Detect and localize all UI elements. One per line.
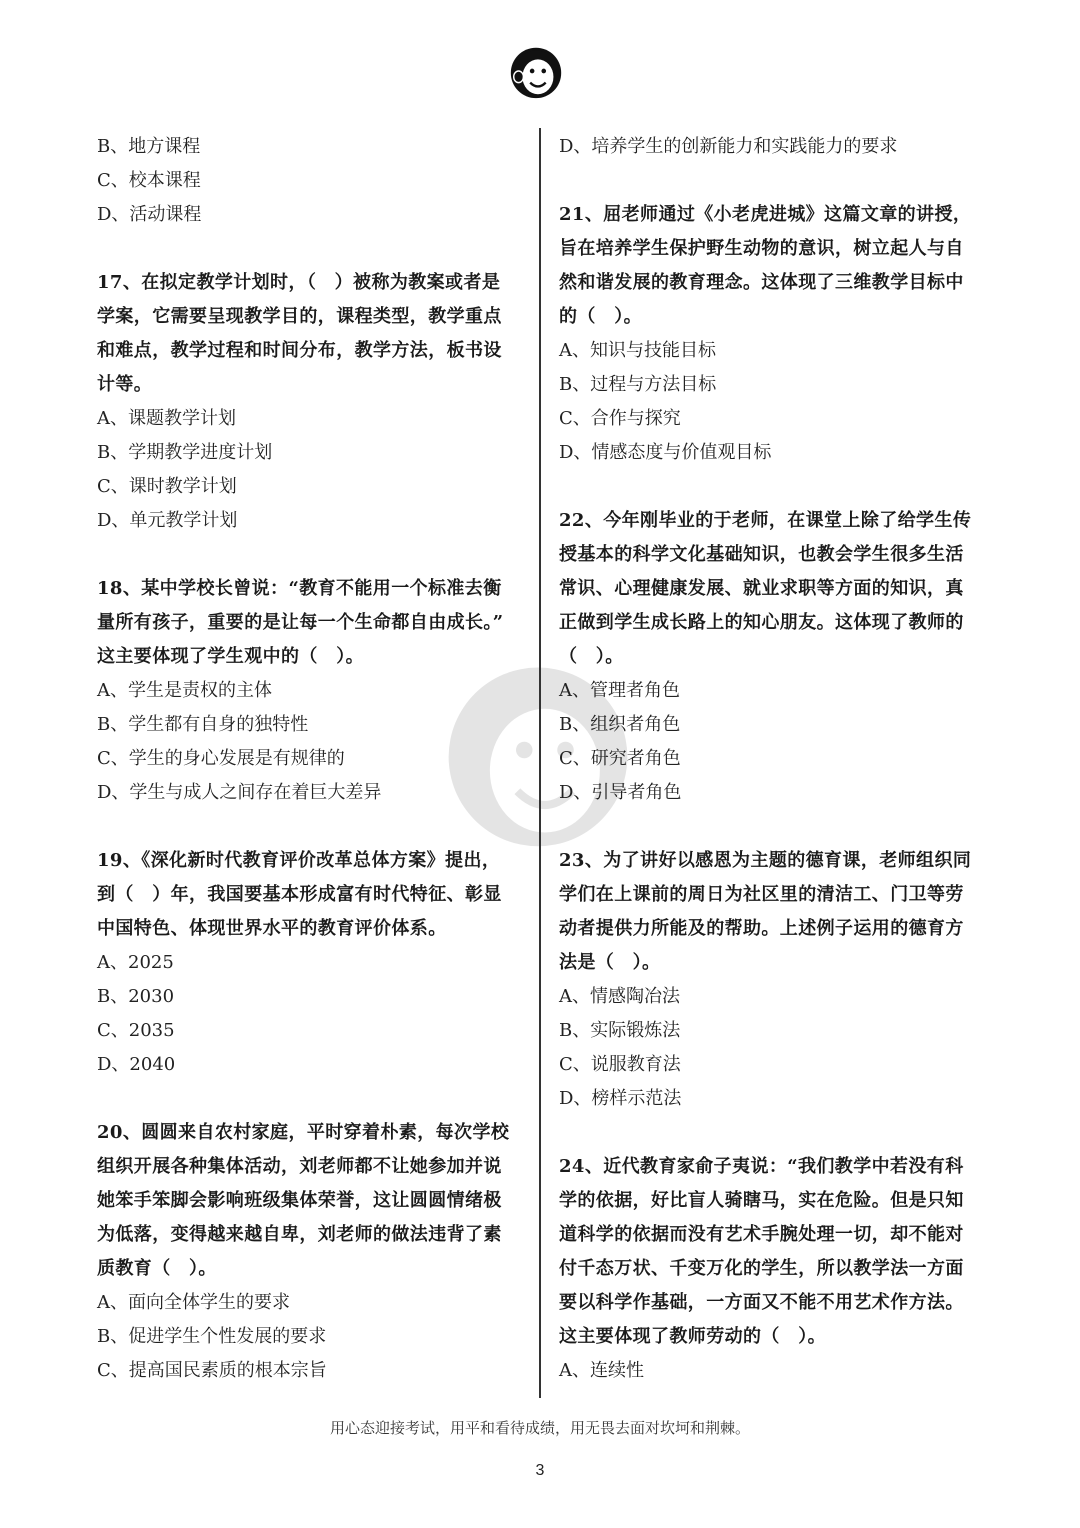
option-line: D、引导者角色: [559, 782, 682, 803]
question-stem-line: 18、某中学校长曾说：“教育不能用一个标准去衡: [97, 578, 502, 599]
option-line: A、知识与技能目标: [559, 340, 716, 361]
question-stem-line: 中国特色、体现世界水平的教育评价体系。: [97, 918, 447, 939]
question-stem-line: 要以科学作基础，一方面又不能不用艺术作方法。: [559, 1292, 964, 1313]
left-column: [97, 130, 525, 1388]
question-stem-line: 学的依据，好比盲人骑瞎马，实在危险。但是只知: [559, 1190, 964, 1211]
question-stem-line: 学们在上课前的周日为社区里的清洁工、门卫等劳: [559, 884, 964, 905]
question-stem-line: 正做到学生成长路上的知心朋友。这体现了教师的: [559, 612, 964, 633]
option-line: A、连续性: [559, 1360, 644, 1381]
question-stem-line: 旨在培养学生保护野生动物的意识，树立起人与自: [559, 238, 964, 259]
question-stem-line: 授基本的科学文化基础知识，也教会学生很多生活: [559, 544, 964, 565]
option-line: A、学生是责权的主体: [97, 680, 272, 701]
question-stem-line: 的（ ）。: [559, 306, 642, 327]
question-17: [97, 266, 525, 538]
option-line: D、单元教学计划: [97, 510, 238, 531]
question-20: [97, 1116, 525, 1388]
question-stem-line: 她笨手笨脚会影响班级集体荣誉，这让圆圆情绪极: [97, 1190, 502, 1211]
option-line: D、学生与成人之间存在着巨大差异: [97, 782, 382, 803]
question-stem-line: 量所有孩子，重要的是让每一个生命都自由成长。”: [97, 612, 504, 633]
option-line: B、地方课程: [97, 136, 201, 157]
option-line: D、活动课程: [97, 204, 202, 225]
question-stem-line: 21、屈老师通过《小老虎进城》这篇文章的讲授，: [559, 204, 972, 225]
option-line: C、说服教育法: [559, 1054, 681, 1075]
option-line: A、2025: [97, 952, 174, 973]
option-line: C、2035: [97, 1020, 175, 1041]
question-18: [97, 572, 525, 810]
option-line: D、榜样示范法: [559, 1088, 682, 1109]
option-line: C、提高国民素质的根本宗旨: [97, 1360, 327, 1381]
question-stem-line: 付千态万状、千变万化的学生，所以教学法一方面: [559, 1258, 964, 1279]
option-line: B、过程与方法目标: [559, 374, 717, 395]
option-line: B、实际锻炼法: [559, 1020, 681, 1041]
question-22: [559, 504, 985, 810]
column-divider: [539, 128, 541, 1398]
question-stem-line: 道科学的依据而没有艺术手腕处理一切，却不能对: [559, 1224, 964, 1245]
question-stem-line: 和难点，教学过程和时间分布，教学方法，板书设: [97, 340, 502, 361]
question-stem-line: 计等。: [97, 374, 153, 395]
question-stem-line: 19、《深化新时代教育评价改革总体方案》提出，: [97, 850, 501, 871]
option-line: D、2040: [97, 1054, 176, 1075]
question-stem-line: 法是（ ）。: [559, 952, 661, 973]
question-stem-line: 学案，它需要呈现教学目的，课程类型，教学重点: [97, 306, 502, 327]
option-line: B、组织者角色: [559, 714, 681, 735]
option-line: C、合作与探究: [559, 408, 681, 429]
option-line: D、培养学生的创新能力和实践能力的要求: [559, 136, 898, 157]
question-16-remaining-options: [97, 130, 525, 232]
question-19: [97, 844, 525, 1082]
option-line: A、情感陶冶法: [559, 986, 680, 1007]
question-20-remaining-options: [559, 130, 985, 164]
question-21: [559, 198, 985, 470]
question-stem-line: 组织开展各种集体活动，刘老师都不让她参加并说: [97, 1156, 502, 1177]
option-line: B、学生都有自身的独特性: [97, 714, 309, 735]
option-line: A、面向全体学生的要求: [97, 1292, 290, 1313]
question-24: [559, 1150, 985, 1388]
question-stem-line: 22、今年刚毕业的于老师，在课堂上除了给学生传: [559, 510, 972, 531]
option-line: B、学期教学进度计划: [97, 442, 273, 463]
page-number: 3: [535, 1462, 545, 1479]
question-stem-line: 到（ ）年，我国要基本形成富有时代特征、彰显: [97, 884, 502, 905]
question-stem-line: 常识、心理健康发展、就业求职等方面的知识，真: [559, 578, 964, 599]
option-line: A、管理者角色: [559, 680, 680, 701]
option-line: B、2030: [97, 986, 175, 1007]
question-stem-line: 23、为了讲好以感恩为主题的德育课，老师组织同: [559, 850, 972, 871]
option-line: A、课题教学计划: [97, 408, 236, 429]
question-23: [559, 844, 985, 1116]
question-stem-line: 为低落，变得越来越自卑，刘老师的做法违背了素: [97, 1224, 502, 1245]
right-column: [559, 130, 985, 1388]
option-line: C、校本课程: [97, 170, 201, 191]
option-line: C、学生的身心发展是有规律的: [97, 748, 345, 769]
question-stem-line: 然和谐发展的教育理念。这体现了三维教学目标中: [559, 272, 964, 293]
monkey-mascot-icon: [505, 40, 567, 102]
question-stem-line: 24、近代教育家俞子夷说：“我们教学中若没有科: [559, 1156, 964, 1177]
question-stem-line: 20、圆圆来自农村家庭，平时穿着朴素，每次学校: [97, 1122, 510, 1143]
option-line: C、研究者角色: [559, 748, 681, 769]
option-line: D、情感态度与价值观目标: [559, 442, 772, 463]
option-line: C、课时教学计划: [97, 476, 237, 497]
question-stem-line: 17、在拟定教学计划时，（ ）被称为教案或者是: [97, 272, 501, 293]
question-stem-line: （ ）。: [559, 646, 624, 667]
option-line: B、促进学生个性发展的要求: [97, 1326, 327, 1347]
question-stem-line: 动者提供力所能及的帮助。上述例子运用的德育方: [559, 918, 964, 939]
question-stem-line: 质教育（ ）。: [97, 1258, 217, 1279]
question-stem-line: 这主要体现了学生观中的（ ）。: [97, 646, 364, 667]
question-stem-line: 这主要体现了教师劳动的（ ）。: [559, 1326, 826, 1347]
footer-motto: 用心态迎接考试，用平和看待成绩，用无畏去面对坎坷和荆棘。: [329, 1419, 750, 1437]
